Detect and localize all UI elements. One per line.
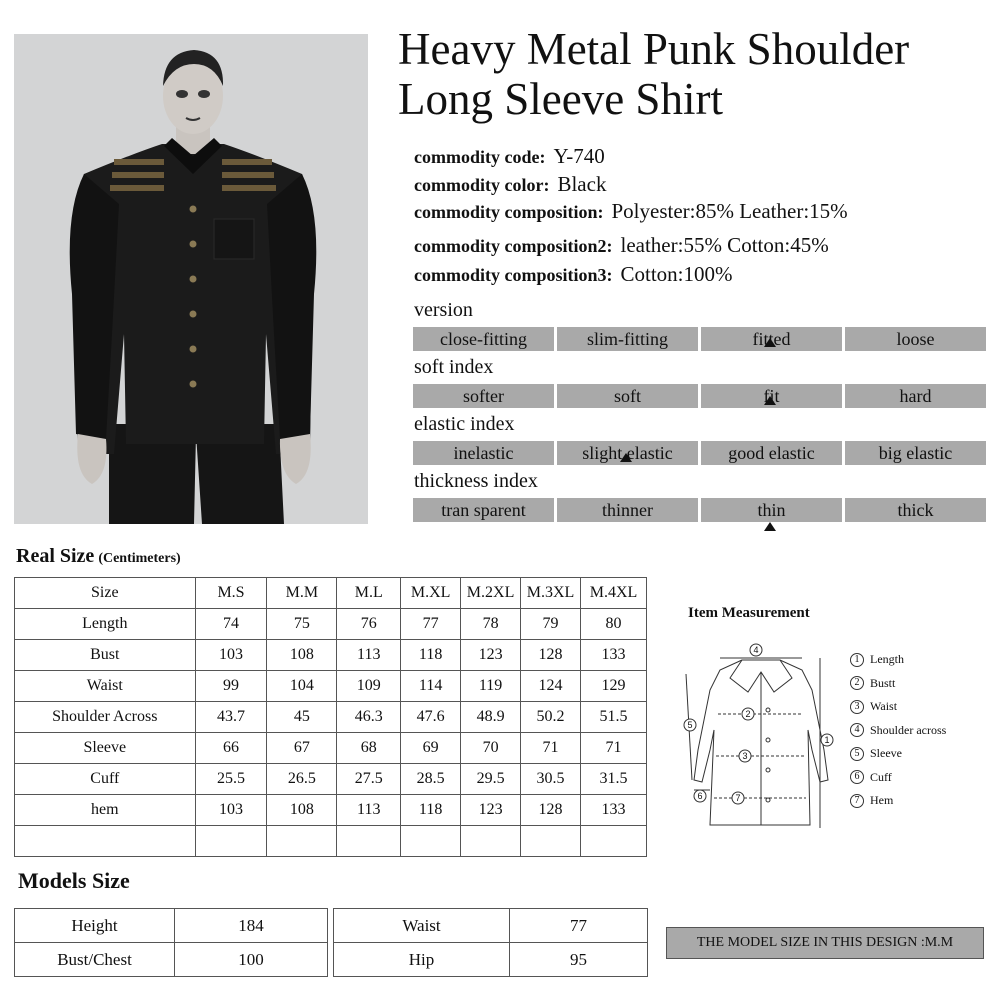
table-cell: 133: [581, 795, 647, 826]
thickness-index-scale: [413, 498, 986, 522]
table-row: [15, 795, 647, 826]
table-cell: 78: [461, 609, 521, 640]
models-size-title: Models Size: [18, 868, 130, 893]
table-row: [334, 943, 648, 977]
legend-item: [850, 648, 946, 672]
table-cell: 67: [267, 733, 337, 764]
soft-index-option: soft: [557, 384, 698, 408]
table-row: [15, 826, 647, 857]
row-label: Cuff: [15, 764, 196, 795]
table-cell: 48.9: [461, 702, 521, 733]
legend-number: 3: [850, 700, 864, 714]
table-cell: 128: [521, 795, 581, 826]
table-row: [334, 909, 648, 943]
product-title: Heavy Metal Punk Shoulder Long Sleeve Shirt: [398, 24, 910, 124]
column-header: M.M: [267, 578, 337, 609]
legend-label: Bustt: [870, 675, 896, 690]
spec-code-value: Y-740: [553, 144, 605, 168]
table-cell: 68: [337, 733, 401, 764]
item-measurement-title: Item Measurement: [688, 605, 810, 621]
hip-label: Hip: [334, 943, 510, 977]
table-row: [15, 909, 328, 943]
thickness-index-option: thick: [845, 498, 986, 522]
hip-value: 95: [510, 943, 648, 977]
table-cell: 123: [461, 795, 521, 826]
model-illustration: [14, 34, 368, 524]
svg-text:6: 6: [697, 791, 703, 801]
row-label: [15, 826, 196, 857]
elastic-index-option: big elastic: [845, 441, 986, 465]
elastic-index-scale: [413, 441, 986, 465]
table-cell: 128: [521, 640, 581, 671]
thickness-index-option: tran sparent: [413, 498, 554, 522]
table-cell: 99: [195, 671, 267, 702]
table-cell: 47.6: [401, 702, 461, 733]
svg-text:2: 2: [745, 709, 751, 719]
height-value: 184: [175, 909, 328, 943]
column-header: M.L: [337, 578, 401, 609]
jacket-diagram-svg: [680, 630, 850, 840]
table-cell: 124: [521, 671, 581, 702]
row-label: Sleeve: [15, 733, 196, 764]
table-cell: 66: [195, 733, 267, 764]
version-option: slim-fitting: [557, 327, 698, 351]
version-option: fitted: [701, 327, 842, 351]
table-cell: 70: [461, 733, 521, 764]
elastic-index-label: elastic index: [414, 413, 515, 435]
soft-index-option: softer: [413, 384, 554, 408]
thickness-index-option: thin: [701, 498, 842, 522]
legend-item: [850, 719, 946, 743]
legend-item: [850, 789, 946, 813]
table-cell: 71: [581, 733, 647, 764]
table-cell: 75: [267, 609, 337, 640]
version-option: close-fitting: [413, 327, 554, 351]
table-cell: 51.5: [581, 702, 647, 733]
table-cell: 74: [195, 609, 267, 640]
table-cell: 77: [401, 609, 461, 640]
thickness-index-label: thickness index: [414, 470, 538, 492]
real-size-title: Real Size: [16, 545, 95, 567]
waist-label: Waist: [334, 909, 510, 943]
table-cell: [195, 826, 267, 857]
row-label: Shoulder Across: [15, 702, 196, 733]
table-cell: 129: [581, 671, 647, 702]
table-cell: 45: [267, 702, 337, 733]
table-cell: 103: [195, 640, 267, 671]
legend-number: 1: [850, 653, 864, 667]
row-label: Waist: [15, 671, 196, 702]
column-header: Size: [15, 578, 196, 609]
table-cell: 29.5: [461, 764, 521, 795]
table-row: [15, 609, 647, 640]
soft-index-selected-marker: [764, 396, 776, 405]
table-cell: 28.5: [401, 764, 461, 795]
svg-text:1: 1: [824, 735, 830, 745]
svg-text:4: 4: [753, 645, 759, 655]
table-cell: 46.3: [337, 702, 401, 733]
table-cell: 118: [401, 640, 461, 671]
table-cell: 71: [521, 733, 581, 764]
legend-label: Waist: [870, 699, 898, 714]
thickness-index-option: thinner: [557, 498, 698, 522]
real-size-unit: (Centimeters): [98, 551, 181, 566]
spec-composition2-value: leather:55% Cotton:45%: [620, 233, 829, 257]
table-cell: 104: [267, 671, 337, 702]
table-cell: 31.5: [581, 764, 647, 795]
elastic-index-option: slight elastic: [557, 441, 698, 465]
table-cell: [461, 826, 521, 857]
elastic-index-option: inelastic: [413, 441, 554, 465]
legend-item: [850, 672, 946, 696]
version-selected-marker: [764, 338, 776, 347]
row-label: Bust: [15, 640, 196, 671]
model-size-note: THE MODEL SIZE IN THIS DESIGN :M.M: [666, 927, 984, 959]
spec-composition2-label: commodity composition2:: [414, 236, 613, 256]
size-table: [14, 577, 647, 857]
table-cell: 113: [337, 640, 401, 671]
svg-text:5: 5: [687, 720, 693, 730]
table-cell: 26.5: [267, 764, 337, 795]
soft-index-option: hard: [845, 384, 986, 408]
row-label: hem: [15, 795, 196, 826]
table-row: [15, 640, 647, 671]
column-header: M.S: [195, 578, 267, 609]
table-cell: [267, 826, 337, 857]
measurement-diagram: [680, 630, 850, 840]
svg-text:7: 7: [735, 793, 741, 803]
legend-number: 5: [850, 747, 864, 761]
table-cell: [337, 826, 401, 857]
table-cell: 27.5: [337, 764, 401, 795]
legend-label: Hem: [870, 793, 894, 808]
version-label: version: [414, 299, 473, 321]
table-cell: 118: [401, 795, 461, 826]
spec-code-label: commodity code:: [414, 147, 546, 167]
table-cell: 108: [267, 795, 337, 826]
spec-composition: [414, 199, 848, 224]
real-size-heading: [16, 545, 181, 568]
table-cell: 25.5: [195, 764, 267, 795]
spec-color-value: Black: [557, 172, 607, 196]
table-row: [15, 764, 647, 795]
column-header: M.XL: [401, 578, 461, 609]
version-option: loose: [845, 327, 986, 351]
table-cell: [401, 826, 461, 857]
table-cell: 119: [461, 671, 521, 702]
table-cell: 114: [401, 671, 461, 702]
column-header: M.3XL: [521, 578, 581, 609]
legend-number: 6: [850, 770, 864, 784]
table-cell: 43.7: [195, 702, 267, 733]
legend-label: Length: [870, 652, 904, 667]
product-photo: [14, 34, 368, 524]
table-cell: 103: [195, 795, 267, 826]
legend-item: [850, 742, 946, 766]
bust-value: 100: [175, 943, 328, 977]
elastic-index-selected-marker: [620, 453, 632, 462]
models-table-left: [14, 908, 328, 977]
table-row: [15, 702, 647, 733]
legend-number: 2: [850, 676, 864, 690]
table-cell: 69: [401, 733, 461, 764]
legend-item: [850, 695, 946, 719]
row-label: Length: [15, 609, 196, 640]
column-header: M.4XL: [581, 578, 647, 609]
bust-label: Bust/Chest: [15, 943, 175, 977]
spec-composition3-label: commodity composition3:: [414, 265, 613, 285]
table-cell: 113: [337, 795, 401, 826]
elastic-index-option: good elastic: [701, 441, 842, 465]
table-cell: 30.5: [521, 764, 581, 795]
thickness-index-selected-marker: [764, 522, 776, 531]
height-label: Height: [15, 909, 175, 943]
table-cell: [521, 826, 581, 857]
table-row: [15, 671, 647, 702]
table-cell: 133: [581, 640, 647, 671]
table-cell: 76: [337, 609, 401, 640]
spec-color-label: commodity color:: [414, 175, 550, 195]
spec-composition-value: Polyester:85% Leather:15%: [611, 199, 848, 223]
table-cell: 50.2: [521, 702, 581, 733]
spec-composition2: [414, 233, 829, 258]
soft-index-option: fit: [701, 384, 842, 408]
legend-number: 7: [850, 794, 864, 808]
legend-label: Sleeve: [870, 746, 902, 761]
column-header: M.2XL: [461, 578, 521, 609]
legend-label: Shoulder across: [870, 722, 947, 737]
legend-label: Cuff: [870, 769, 892, 784]
table-header-row: [15, 578, 647, 609]
spec-composition-label: commodity composition:: [414, 202, 604, 222]
spec-composition3: [414, 262, 733, 287]
svg-text:3: 3: [742, 751, 748, 761]
table-cell: 80: [581, 609, 647, 640]
soft-index-label: soft index: [414, 356, 494, 378]
version-scale: [413, 327, 986, 351]
soft-index-scale: [413, 384, 986, 408]
waist-value: 77: [510, 909, 648, 943]
table-row: [15, 943, 328, 977]
table-cell: 123: [461, 640, 521, 671]
table-row: [15, 733, 647, 764]
table-cell: 79: [521, 609, 581, 640]
spec-code: [414, 144, 605, 169]
table-cell: 109: [337, 671, 401, 702]
models-table-right: [333, 908, 648, 977]
legend-number: 4: [850, 723, 864, 737]
table-cell: 108: [267, 640, 337, 671]
table-cell: [581, 826, 647, 857]
spec-color: [414, 172, 606, 197]
legend-item: [850, 766, 946, 790]
spec-composition3-value: Cotton:100%: [620, 262, 733, 286]
measurement-legend: [850, 648, 946, 813]
